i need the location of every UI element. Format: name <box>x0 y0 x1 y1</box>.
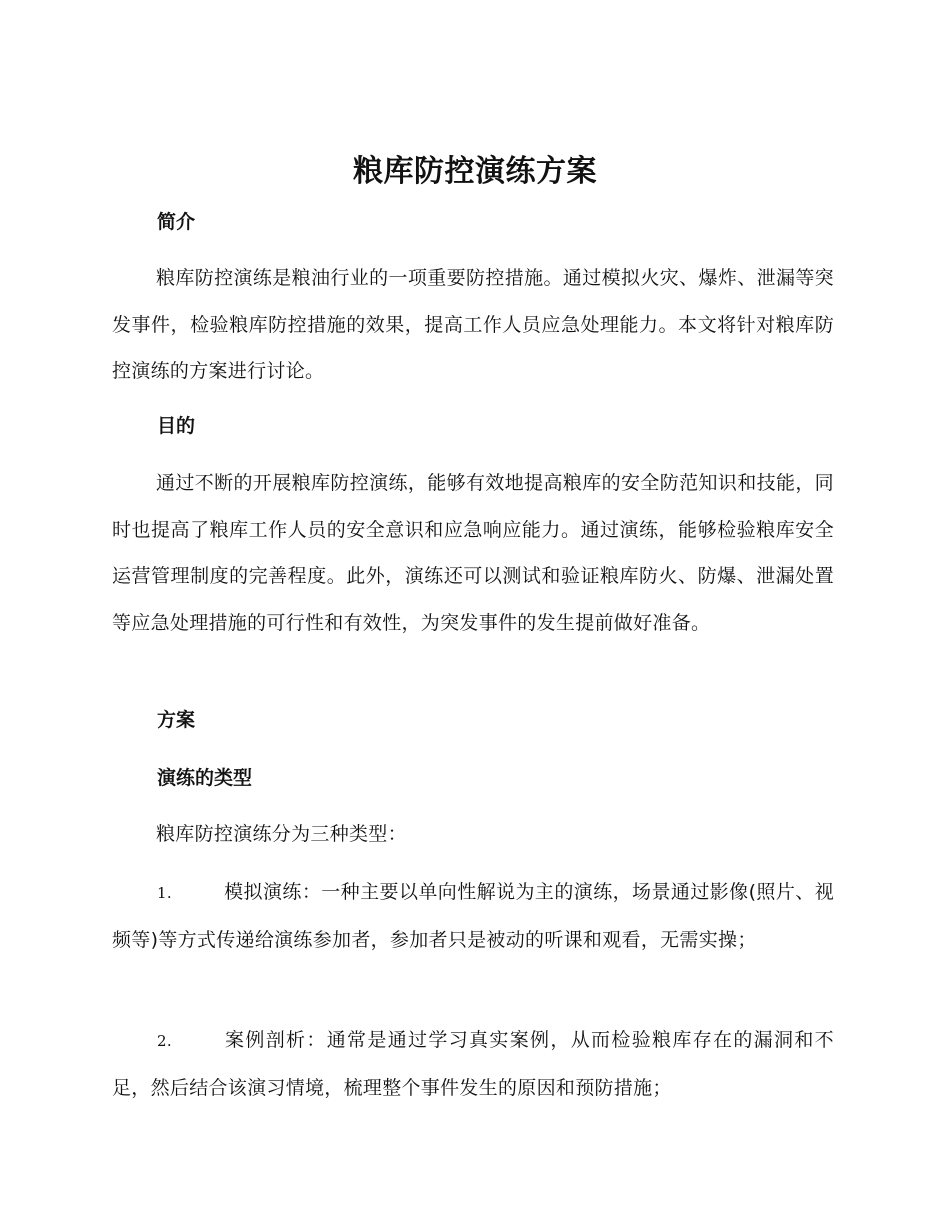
paragraph-purpose: 通过不断的开展粮库防控演练，能够有效地提高粮库的安全防范知识和技能，同时也提高了粮库工作人员的安全意识和应急响应能力。通过演练，能够检验粮库安全运营管理制度的完善程度。此外，演练还可以测试和验证粮库防火、防爆、泄漏处置等应急处理措施的可行性和有效性，为突发事件的发生提前做好准备。 <box>112 472 834 634</box>
list-item <box>112 1017 834 1111</box>
document-title: 粮库防控演练方案 <box>353 154 597 189</box>
list-item <box>112 869 834 963</box>
section-heading-plan: 方案 <box>157 709 196 731</box>
list-item-text: 模拟演练：一种主要以单向性解说为主的演练，场景通过影像(照片、视频等)等方式传递给演练参加者，参加者只是被动的听课和观看，无需实操； <box>112 881 834 951</box>
list-item-text: 案例剖析：通常是通过学习真实案例，从而检验粮库存在的漏洞和不足，然后结合该演习情境，梳理整个事件发生的原因和预防措施； <box>112 1029 834 1099</box>
paragraph-types-intro: 粮库防控演练分为三种类型： <box>156 823 407 845</box>
paragraph-intro: 粮库防控演练是粮油行业的一项重要防控措施。通过模拟火灾、爆炸、泄漏等突发事件，检验粮库防控措施的效果，提高工作人员应急处理能力。本文将针对粮库防控演练的方案进行讨论。 <box>112 267 834 382</box>
section-heading-purpose: 目的 <box>157 415 196 437</box>
list-item-number: 2. <box>157 1032 172 1050</box>
section-heading-types: 演练的类型 <box>157 767 253 789</box>
section-heading-intro: 简介 <box>157 211 196 233</box>
list-item-number: 1. <box>157 884 172 902</box>
